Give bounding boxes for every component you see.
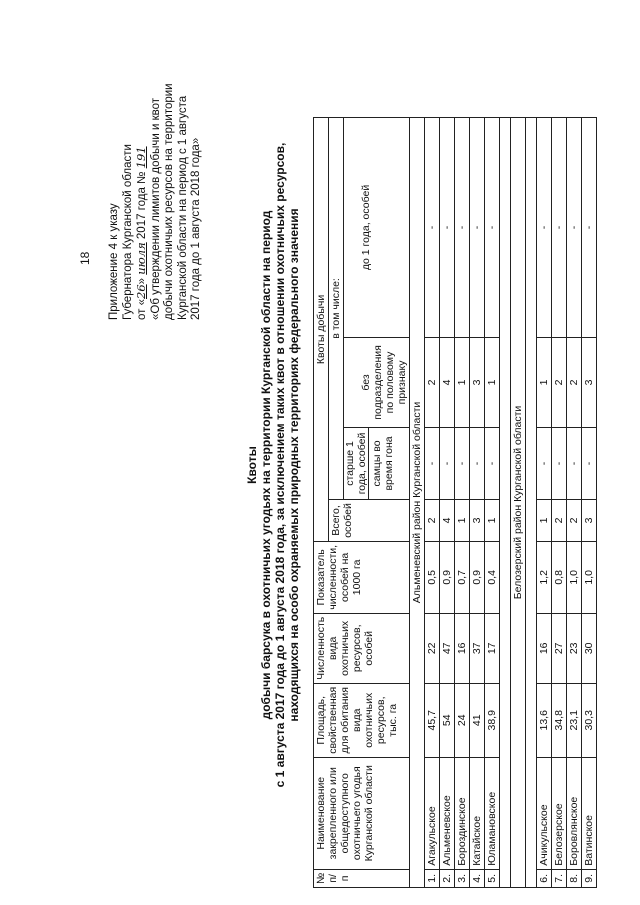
header-young: до 1 года, особей: [344, 117, 410, 337]
row-nosex: 1: [537, 337, 552, 427]
row-nosex: 2: [425, 337, 440, 427]
row-number: 9.: [582, 869, 597, 887]
row-total: 1: [537, 499, 552, 541]
row-nosex: 3: [582, 337, 597, 427]
row-density: 0,4: [485, 541, 500, 613]
row-nosex: 2: [552, 337, 567, 427]
appendix-line: 2017 года до 1 августа 2018 года»: [190, 137, 202, 320]
row-nosex: 3: [470, 337, 485, 427]
row-count: 47: [440, 613, 455, 683]
row-total: 1: [455, 499, 470, 541]
row-total: 3: [470, 499, 485, 541]
quota-table: [313, 117, 597, 888]
row-name: Агакульское: [425, 757, 440, 869]
appendix-date-line: от «26» июля 2017 года № 191: [134, 146, 148, 320]
row-number: 8.: [567, 869, 582, 887]
handwritten-month: июля: [134, 242, 148, 275]
row-name: Катайское: [470, 757, 485, 869]
row-total: 3: [582, 499, 597, 541]
row-area: 45,7: [425, 683, 440, 757]
row-total: 1: [485, 499, 500, 541]
row-density: 0,7: [455, 541, 470, 613]
row-area: 23,1: [567, 683, 582, 757]
header-density: Показатель численности, особей на 1000 га: [314, 541, 410, 613]
row-young: -: [485, 117, 500, 337]
row-males: -: [552, 427, 567, 499]
row-males: -: [567, 427, 582, 499]
row-young: -: [455, 117, 470, 337]
row-total: 4: [440, 499, 455, 541]
region-row: [511, 117, 526, 887]
row-young: -: [440, 117, 455, 337]
row-young: -: [470, 117, 485, 337]
row-count: 37: [470, 613, 485, 683]
row-young: -: [552, 117, 567, 337]
row-number: 6.: [537, 869, 552, 887]
table-row: [470, 117, 485, 887]
row-nosex: 1: [455, 337, 470, 427]
row-total: 2: [425, 499, 440, 541]
row-name: Ачикульское: [537, 757, 552, 869]
row-nosex: 4: [440, 337, 455, 427]
row-males: -: [582, 427, 597, 499]
header-name: Наименование закрепленного или общедоступного охотничьего угодья Курганской области: [314, 757, 410, 869]
document-title: Квоты добычи барсука в охотничьих угодьях на территории Курганской области на период с 1 августа 2017 года до 1 августа 2018 года, за исключением таких квот в отношении охотничьих ресурсов, находящихся на особо охраняемых природных территориях федерального значения: [245, 142, 301, 788]
row-nosex: 2: [567, 337, 582, 427]
row-number: 1.: [425, 869, 440, 887]
row-density: 1,2: [537, 541, 552, 613]
appendix-line: Губернатора Курганской области: [121, 144, 134, 320]
table-row: [455, 117, 470, 887]
row-area: 30,3: [582, 683, 597, 757]
row-males: -: [425, 427, 440, 499]
row-density: 1,0: [582, 541, 597, 613]
row-total: 2: [552, 499, 567, 541]
spacer-row: [500, 117, 511, 887]
row-area: 54: [440, 683, 455, 757]
header-num: № п/п: [314, 869, 410, 887]
table-row: [485, 117, 500, 887]
row-density: 0,9: [440, 541, 455, 613]
header-older: старше 1 года, особей самцы во время гона: [344, 427, 410, 499]
row-count: 16: [537, 613, 552, 683]
row-name: Юламановское: [485, 757, 500, 869]
table-row: [552, 117, 567, 887]
appendix-line: Приложение 4 к указу: [108, 203, 120, 320]
row-density: 1,0: [567, 541, 582, 613]
row-name: Боровлянское: [567, 757, 582, 869]
table-row: [567, 117, 582, 887]
row-density: 0,5: [425, 541, 440, 613]
row-area: 34,8: [552, 683, 567, 757]
row-young: -: [582, 117, 597, 337]
row-count: 22: [425, 613, 440, 683]
row-density: 0,9: [470, 541, 485, 613]
row-males: -: [485, 427, 500, 499]
row-nosex: 1: [485, 337, 500, 427]
row-males: -: [440, 427, 455, 499]
region-label: Белозерский район Курганской области: [511, 117, 526, 887]
spacer-row: [526, 117, 537, 887]
row-name: Белозерское: [552, 757, 567, 869]
row-males: -: [537, 427, 552, 499]
row-total: 2: [567, 499, 582, 541]
appendix-line: Курганской области на период с 1 августа: [176, 95, 189, 320]
row-number: 3.: [455, 869, 470, 887]
row-males: -: [470, 427, 485, 499]
appendix-header: [108, 40, 204, 320]
row-count: 16: [455, 613, 470, 683]
row-area: 13,6: [537, 683, 552, 757]
row-area: 24: [455, 683, 470, 757]
row-area: 38,9: [485, 683, 500, 757]
appendix-line: «Об утверждении лимитов добычи и квот: [149, 97, 162, 320]
page-number: 18: [78, 251, 92, 265]
table-row: [582, 117, 597, 887]
row-count: 17: [485, 613, 500, 683]
row-number: 7.: [552, 869, 567, 887]
row-young: -: [567, 117, 582, 337]
region-row: Альменевский район Курганской области: [410, 117, 425, 887]
header-area: Площадь, свойственная для обитания вида охотничьих ресурсов, тыс. га: [314, 683, 410, 757]
row-name: Альменевское: [440, 757, 455, 869]
header-count: Численность вида охотничьих ресурсов, особей: [314, 613, 410, 683]
row-name: Бороздинское: [455, 757, 470, 869]
row-young: -: [537, 117, 552, 337]
header-incl: в том числе:: [329, 117, 344, 499]
appendix-line: добычи охотничьих ресурсов на территории: [163, 83, 175, 320]
row-area: 41: [470, 683, 485, 757]
row-count: 23: [567, 613, 582, 683]
header-total: Всего, особей: [329, 499, 410, 541]
row-young: -: [425, 117, 440, 337]
table-row: [425, 117, 440, 887]
row-count: 27: [552, 613, 567, 683]
row-name: Ватинское: [582, 757, 597, 869]
table-row: [537, 117, 552, 887]
handwritten-number: 191: [134, 146, 148, 169]
row-number: 2.: [440, 869, 455, 887]
row-number: 4.: [470, 869, 485, 887]
handwritten-day: 26: [134, 284, 148, 299]
table-row: [440, 117, 455, 887]
row-count: 30: [582, 613, 597, 683]
row-number: 5.: [485, 869, 500, 887]
header-nosex: без подразделения по половому признаку: [344, 337, 410, 427]
row-males: -: [455, 427, 470, 499]
row-density: 0,8: [552, 541, 567, 613]
header-quota: Квоты добычи: [314, 117, 329, 541]
